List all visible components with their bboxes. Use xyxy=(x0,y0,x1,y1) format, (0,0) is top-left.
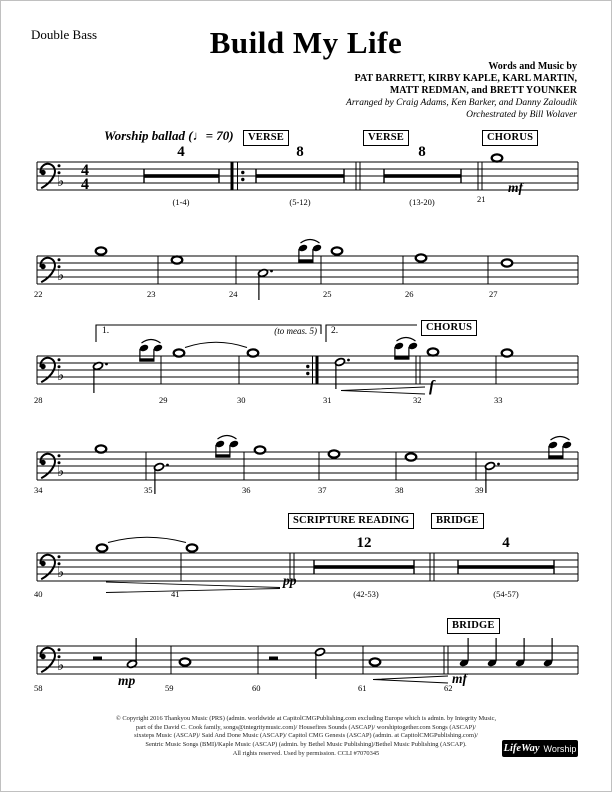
staff xyxy=(37,356,578,384)
flat-icon: ♭ xyxy=(57,266,65,284)
multirest-count: 8 xyxy=(296,144,304,160)
rehearsal-mark-chorus-2: CHORUS xyxy=(421,320,477,336)
measure-number: 62 xyxy=(444,683,453,693)
multirest-bar xyxy=(458,560,554,574)
eighth-note-pair-m24 xyxy=(298,240,322,263)
measure-number: 58 xyxy=(34,683,43,693)
page-title: Build My Life xyxy=(209,25,403,60)
measure-range: (54-57) xyxy=(493,589,519,599)
flat-icon: ♭ xyxy=(57,366,65,384)
flat-icon: ♭ xyxy=(57,563,65,581)
multirest-bar xyxy=(314,560,414,574)
time-signature-bottom: 4 xyxy=(81,176,89,193)
staff xyxy=(37,646,578,674)
measure-number: 31 xyxy=(323,395,332,405)
flat-icon: ♭ xyxy=(57,172,65,190)
tie-m40-m41 xyxy=(108,537,186,542)
whole-note-m21 xyxy=(492,154,503,161)
measure-range: (13-20) xyxy=(409,197,435,207)
dynamic-mf: mf xyxy=(508,180,523,195)
rehearsal-mark-chorus-1: CHORUS xyxy=(482,130,538,146)
composers-line-2: MATT REDMAN, and BRETT YOUNKER xyxy=(389,85,577,96)
system-1 xyxy=(37,154,578,193)
measure-number: 22 xyxy=(34,289,43,299)
crescendo-hairpin xyxy=(341,387,425,394)
whole-note-m30 xyxy=(248,349,259,356)
multirest-count: 8 xyxy=(418,144,426,160)
whole-note-m61 xyxy=(370,658,381,665)
composers-line-1: PAT BARRETT, KIRBY KAPLE, KARL MARTIN, xyxy=(354,73,577,84)
multirest-count: 4 xyxy=(502,535,510,551)
multirest-bar xyxy=(384,169,461,183)
measure-number: 41 xyxy=(171,589,180,599)
copyright-line: All rights reserved. Used by permission. CCLI #7070345 xyxy=(232,749,380,757)
slur xyxy=(397,338,416,342)
measure-number: 33 xyxy=(494,395,503,405)
measure-number: 37 xyxy=(318,485,327,495)
dotted-half-note-m35 xyxy=(154,462,169,494)
measure-range: (5-12) xyxy=(289,197,311,207)
whole-note-m27 xyxy=(502,259,513,266)
dynamic-f: f xyxy=(429,378,435,395)
copyright-line: © Copyright 2016 Thankyou Music (PRS) (admin. worldwide at CapitolCMGPublishing.com excluding Europe which is admin. by Integrity Music, xyxy=(115,715,497,722)
whole-note-m22 xyxy=(96,247,107,254)
measure-range: (42-53) xyxy=(353,589,379,599)
lifeway-worship-logo xyxy=(502,740,578,757)
crescendo-hairpin xyxy=(373,676,448,683)
rehearsal-mark-verse-1: VERSE xyxy=(243,130,289,146)
measure-number: 39 xyxy=(475,485,484,495)
measure-number: 30 xyxy=(237,395,246,405)
measure-number: 38 xyxy=(395,485,404,495)
measure-number: 24 xyxy=(229,289,238,299)
multirest-bar xyxy=(256,169,344,183)
whole-note-m23 xyxy=(172,256,183,263)
logo-suffix-text: Worship xyxy=(543,743,577,754)
half-rest-m58 xyxy=(93,657,102,661)
multirest-count: 12 xyxy=(356,535,372,551)
logo-brand-text: LifeWay xyxy=(503,743,540,754)
whole-note-m40 xyxy=(97,544,108,551)
tempo-marking: Worship ballad (♩= 70) xyxy=(104,128,234,143)
slur xyxy=(142,340,161,344)
decrescendo-hairpin xyxy=(106,582,280,593)
slur xyxy=(218,436,237,440)
words-music-label: Words and Music by xyxy=(488,61,577,72)
measure-number: 21 xyxy=(477,194,486,204)
measure-number: 34 xyxy=(34,485,43,495)
dynamic-mp: mp xyxy=(118,673,136,688)
dynamic-mf: mf xyxy=(452,671,467,686)
measure-number: 59 xyxy=(165,683,174,693)
slur xyxy=(551,437,570,441)
eighth-note-pair-m28 xyxy=(139,340,163,362)
whole-note-m36 xyxy=(255,446,266,453)
system-5 xyxy=(37,537,578,592)
measure-number: 32 xyxy=(413,395,422,405)
whole-note-m25 xyxy=(332,247,343,254)
volta-2-bracket xyxy=(326,325,417,342)
whole-note-m34 xyxy=(96,445,107,452)
flat-icon: ♭ xyxy=(57,462,65,480)
measure-number: 23 xyxy=(147,289,156,299)
part-name: Double Bass xyxy=(31,27,98,42)
slur xyxy=(301,240,320,244)
multirest-bar xyxy=(144,169,219,183)
whole-note-m59 xyxy=(180,658,191,665)
eighth-note-pair-m39 xyxy=(548,437,572,459)
measure-number: 26 xyxy=(405,289,414,299)
system-4 xyxy=(37,436,578,495)
rehearsal-mark-scripture-reading: SCRIPTURE READING xyxy=(288,513,414,529)
arranger-credit: Arranged by Craig Adams, Ken Barker, and Danny Zaloudik xyxy=(346,98,577,108)
volta-2-label: 2. xyxy=(331,326,339,336)
dynamic-pp: pp xyxy=(283,573,297,588)
measure-number: 25 xyxy=(323,289,332,299)
half-rest-m60 xyxy=(269,657,278,661)
whole-note-m41 xyxy=(187,544,198,551)
whole-note-m26 xyxy=(416,254,427,261)
measure-number: 40 xyxy=(34,589,43,599)
measure-number: 28 xyxy=(34,395,43,405)
copyright-line: Sentric Music Songs (BMI)/Kaple Music (ASCAP) (admin. by Bethel Music Publishing)/Bethel Music Publishing (ASCAP). xyxy=(145,741,467,749)
multirest-count: 4 xyxy=(177,144,185,160)
whole-note-m38 xyxy=(406,453,417,460)
measure-number: 60 xyxy=(252,683,261,693)
whole-note-m32 xyxy=(428,348,439,355)
credits-block xyxy=(346,61,577,121)
rehearsal-mark-bridge-2: BRIDGE xyxy=(447,618,500,634)
tie-m29-m30 xyxy=(185,342,247,347)
whole-note-m37 xyxy=(329,450,340,457)
volta-1-note: (to meas. 5) xyxy=(274,326,317,336)
flat-icon: ♭ xyxy=(57,656,65,674)
whole-note-m29 xyxy=(174,349,185,356)
time-signature-top: 4 xyxy=(81,162,89,179)
copyright-line: part of the David C. Cook family, songs@integritymusic.com)/ Housefires Sounds (ASCAP)/ worshiptogether.com Songs (ASCAP)/ xyxy=(135,723,477,731)
volta-1-label: 1. xyxy=(102,326,110,336)
measure-number: 36 xyxy=(242,485,251,495)
orchestrator-credit: Orchestrated by Bill Wolaver xyxy=(466,110,577,120)
staff xyxy=(37,452,578,480)
rehearsal-mark-verse-2: VERSE xyxy=(363,130,409,146)
whole-note-m33 xyxy=(502,349,513,356)
measure-number: 27 xyxy=(489,289,498,299)
rehearsal-mark-bridge-1: BRIDGE xyxy=(431,513,484,529)
measure-number: 29 xyxy=(159,395,168,405)
measure-number: 61 xyxy=(358,683,367,693)
measure-number: 35 xyxy=(144,485,153,495)
copyright-line: sixsteps Music (ASCAP)/ Said And Done Music (ASCAP)/ Capitol CMG Genesis (ASCAP) (admin. at CapitolCMGPublishing.com)/ xyxy=(134,732,478,740)
eighth-note-pair-m35 xyxy=(215,436,239,458)
measure-range: (1-4) xyxy=(172,197,190,207)
